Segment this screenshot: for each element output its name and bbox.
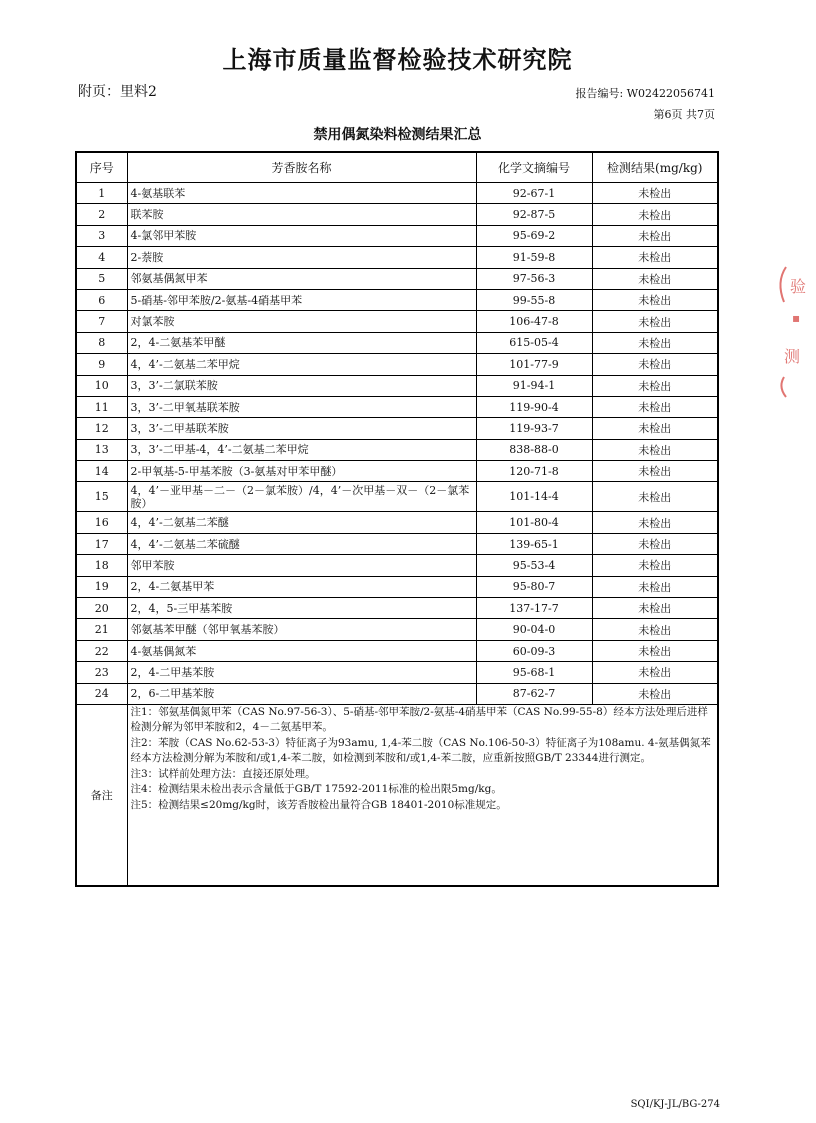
- results-table: [75, 151, 719, 887]
- amine-name: 对氯苯胺: [127, 311, 476, 332]
- cas-number: 95-69-2: [476, 225, 592, 246]
- svg-text:验: 验: [790, 277, 807, 296]
- test-result: 未检出: [592, 640, 718, 661]
- attachment-label: 附页：里料2: [78, 84, 157, 100]
- test-result: 未检出: [592, 619, 718, 640]
- amine-name: 4，4’-二氨基二苯硫醚: [127, 533, 476, 554]
- table-header-row: [76, 152, 718, 183]
- notes-cell: [127, 704, 718, 886]
- cas-number: 99-55-8: [476, 289, 592, 310]
- cas-number: 119-93-7: [476, 418, 592, 439]
- table-row: [76, 418, 718, 439]
- amine-name: 2，6-二甲基苯胺: [127, 683, 476, 704]
- cas-number: 95-68-1: [476, 662, 592, 683]
- amine-name: 邻氨基苯甲醚（邻甲氧基苯胺）: [127, 619, 476, 640]
- row-number: 11: [76, 396, 127, 417]
- test-result: 未检出: [592, 555, 718, 576]
- test-result: 未检出: [592, 247, 718, 268]
- cas-number: 95-53-4: [476, 555, 592, 576]
- amine-name: 4，4’-二氨基二苯甲烷: [127, 354, 476, 375]
- row-number: 8: [76, 332, 127, 353]
- row-number: 19: [76, 576, 127, 597]
- amine-name: 邻甲苯胺: [127, 555, 476, 576]
- test-result: 未检出: [592, 576, 718, 597]
- note-item: 注3：试样前处理方法：直接还原处理。: [130, 767, 316, 780]
- table-row: [76, 289, 718, 310]
- table-row: [76, 683, 718, 704]
- amine-name: 邻氨基偶氮甲苯: [127, 268, 476, 289]
- test-result: 未检出: [592, 418, 718, 439]
- row-number: 3: [76, 225, 127, 246]
- organization-title: 上海市质量监督检验技术研究院: [222, 46, 573, 74]
- amine-name: 2-甲氧基-5-甲基苯胺（3-氨基对甲苯甲醚）: [127, 461, 476, 482]
- note-item: 注1：邻氨基偶氮甲苯（CAS No.97-56-3）、5-硝基-邻甲苯胺/2-氨基-4硝基甲苯（CAS No.99-55-8）经本方法处理后进样检测分解为邻甲苯胺和2，4－二氨基甲苯。: [130, 705, 708, 734]
- row-number: 17: [76, 533, 127, 554]
- cas-number: 119-90-4: [476, 396, 592, 417]
- table-row: [76, 225, 718, 246]
- test-result: 未检出: [592, 204, 718, 225]
- test-result: 未检出: [592, 482, 718, 512]
- test-result: 未检出: [592, 183, 718, 204]
- notes-label: 备注: [76, 704, 127, 886]
- test-result: 未检出: [592, 354, 718, 375]
- test-result: 未检出: [592, 375, 718, 396]
- table-row: [76, 439, 718, 460]
- row-number: 20: [76, 598, 127, 619]
- results-body: [76, 183, 718, 705]
- row-number: 23: [76, 662, 127, 683]
- amine-name: 4-氨基联苯: [127, 183, 476, 204]
- cas-number: 95-80-7: [476, 576, 592, 597]
- cas-number: 838-88-0: [476, 439, 592, 460]
- row-number: 15: [76, 482, 127, 512]
- test-result: 未检出: [592, 662, 718, 683]
- amine-name: 3，3’-二甲基联苯胺: [127, 418, 476, 439]
- table-row: [76, 354, 718, 375]
- table-row: [76, 482, 718, 512]
- note-item: 注2：苯胺（CAS No.62-53-3）特征离子为93amu, 1,4-苯二胺（CAS No.106-50-3）特征离子为108amu. 4-氨基偶氮苯经本方法检测分解为苯胺和/或1,4-苯二胺，如检测到苯胺和/或1,4-苯二胺，应重新按照GB/T 23344进行测定。: [130, 736, 711, 765]
- cas-number: 106-47-8: [476, 311, 592, 332]
- amine-name: 3，3’-二氯联苯胺: [127, 375, 476, 396]
- svg-text:测: 测: [784, 347, 801, 366]
- cas-number: 137-17-7: [476, 598, 592, 619]
- test-result: 未检出: [592, 225, 718, 246]
- cas-number: 101-14-4: [476, 482, 592, 512]
- header-result: 检测结果(mg/kg): [592, 152, 718, 183]
- row-number: 9: [76, 354, 127, 375]
- amine-name: 2-萘胺: [127, 247, 476, 268]
- table-row: [76, 396, 718, 417]
- test-result: 未检出: [592, 598, 718, 619]
- note-item: 注4：检测结果未检出表示含量低于GB/T 17592-2011标准的检出限5mg/kg。: [130, 783, 502, 796]
- test-result: 未检出: [592, 533, 718, 554]
- row-number: 16: [76, 512, 127, 533]
- row-number: 7: [76, 311, 127, 332]
- cas-number: 97-56-3: [476, 268, 592, 289]
- test-result: 未检出: [592, 512, 718, 533]
- header-cas: 化学文摘编号: [476, 152, 592, 183]
- cas-number: 615-05-4: [476, 332, 592, 353]
- test-result: 未检出: [592, 332, 718, 353]
- amine-name: 2，4-二甲基苯胺: [127, 662, 476, 683]
- table-row: [76, 512, 718, 533]
- table-row: [76, 375, 718, 396]
- cas-number: 139-65-1: [476, 533, 592, 554]
- notes-row: [76, 704, 718, 886]
- cas-number: 90-04-0: [476, 619, 592, 640]
- amine-name: 2，4-二氨基苯甲醚: [127, 332, 476, 353]
- table-row: [76, 555, 718, 576]
- test-result: 未检出: [592, 268, 718, 289]
- test-result: 未检出: [592, 461, 718, 482]
- cas-number: 60-09-3: [476, 640, 592, 661]
- test-result: 未检出: [592, 289, 718, 310]
- amine-name: 3，3’-二甲氧基联苯胺: [127, 396, 476, 417]
- row-number: 22: [76, 640, 127, 661]
- table-row: [76, 332, 718, 353]
- page-info: 第6页 共7页: [653, 108, 715, 121]
- table-row: [76, 640, 718, 661]
- cas-number: 87-62-7: [476, 683, 592, 704]
- row-number: 1: [76, 183, 127, 204]
- table-title: 禁用偶氮染料检测结果汇总: [313, 127, 482, 143]
- row-number: 21: [76, 619, 127, 640]
- amine-name: 3，3’-二甲基-4，4’-二氨基二苯甲烷: [127, 439, 476, 460]
- amine-name: 5-硝基-邻甲苯胺/2-氨基-4硝基甲苯: [127, 289, 476, 310]
- table-row: [76, 598, 718, 619]
- test-result: 未检出: [592, 396, 718, 417]
- table-row: [76, 619, 718, 640]
- row-number: 5: [76, 268, 127, 289]
- table-row: [76, 461, 718, 482]
- cas-number: 91-94-1: [476, 375, 592, 396]
- row-number: 12: [76, 418, 127, 439]
- test-result: 未检出: [592, 439, 718, 460]
- red-stamp-fragment: [776, 262, 816, 402]
- cas-number: 120-71-8: [476, 461, 592, 482]
- cas-number: 92-67-1: [476, 183, 592, 204]
- cas-number: 91-59-8: [476, 247, 592, 268]
- table-row: [76, 662, 718, 683]
- amine-name: 2，4-二氨基甲苯: [127, 576, 476, 597]
- row-number: 14: [76, 461, 127, 482]
- amine-name: 4-氯邻甲苯胺: [127, 225, 476, 246]
- row-number: 18: [76, 555, 127, 576]
- amine-name: 2，4，5-三甲基苯胺: [127, 598, 476, 619]
- test-result: 未检出: [592, 311, 718, 332]
- table-row: [76, 268, 718, 289]
- table-row: [76, 204, 718, 225]
- row-number: 10: [76, 375, 127, 396]
- table-row: [76, 247, 718, 268]
- header-name: 芳香胺名称: [127, 152, 476, 183]
- row-number: 2: [76, 204, 127, 225]
- table-row: [76, 576, 718, 597]
- table-row: [76, 183, 718, 204]
- table-row: [76, 533, 718, 554]
- amine-name: 4，4’－亚甲基－二－（2－氯苯胺）/4，4’－次甲基－双－（2－氯苯胺）: [127, 482, 476, 512]
- row-number: 4: [76, 247, 127, 268]
- header-no: 序号: [76, 152, 127, 183]
- cas-number: 101-77-9: [476, 354, 592, 375]
- report-number: 报告编号: W02422056741: [575, 87, 715, 100]
- amine-name: 4-氨基偶氮苯: [127, 640, 476, 661]
- cas-number: 92-87-5: [476, 204, 592, 225]
- row-number: 13: [76, 439, 127, 460]
- row-number: 6: [76, 289, 127, 310]
- cas-number: 101-80-4: [476, 512, 592, 533]
- svg-text:▪: ▪: [792, 311, 801, 325]
- amine-name: 4，4’-二氨基二苯醚: [127, 512, 476, 533]
- note-item: 注5：检测结果≤20mg/kg时，该芳香胺检出量符合GB 18401-2010标准规定。: [130, 798, 507, 811]
- amine-name: 联苯胺: [127, 204, 476, 225]
- table-row: [76, 311, 718, 332]
- test-result: 未检出: [592, 683, 718, 704]
- footer-form-code: SQI/KJ-JL/BG-274: [630, 1099, 720, 1110]
- row-number: 24: [76, 683, 127, 704]
